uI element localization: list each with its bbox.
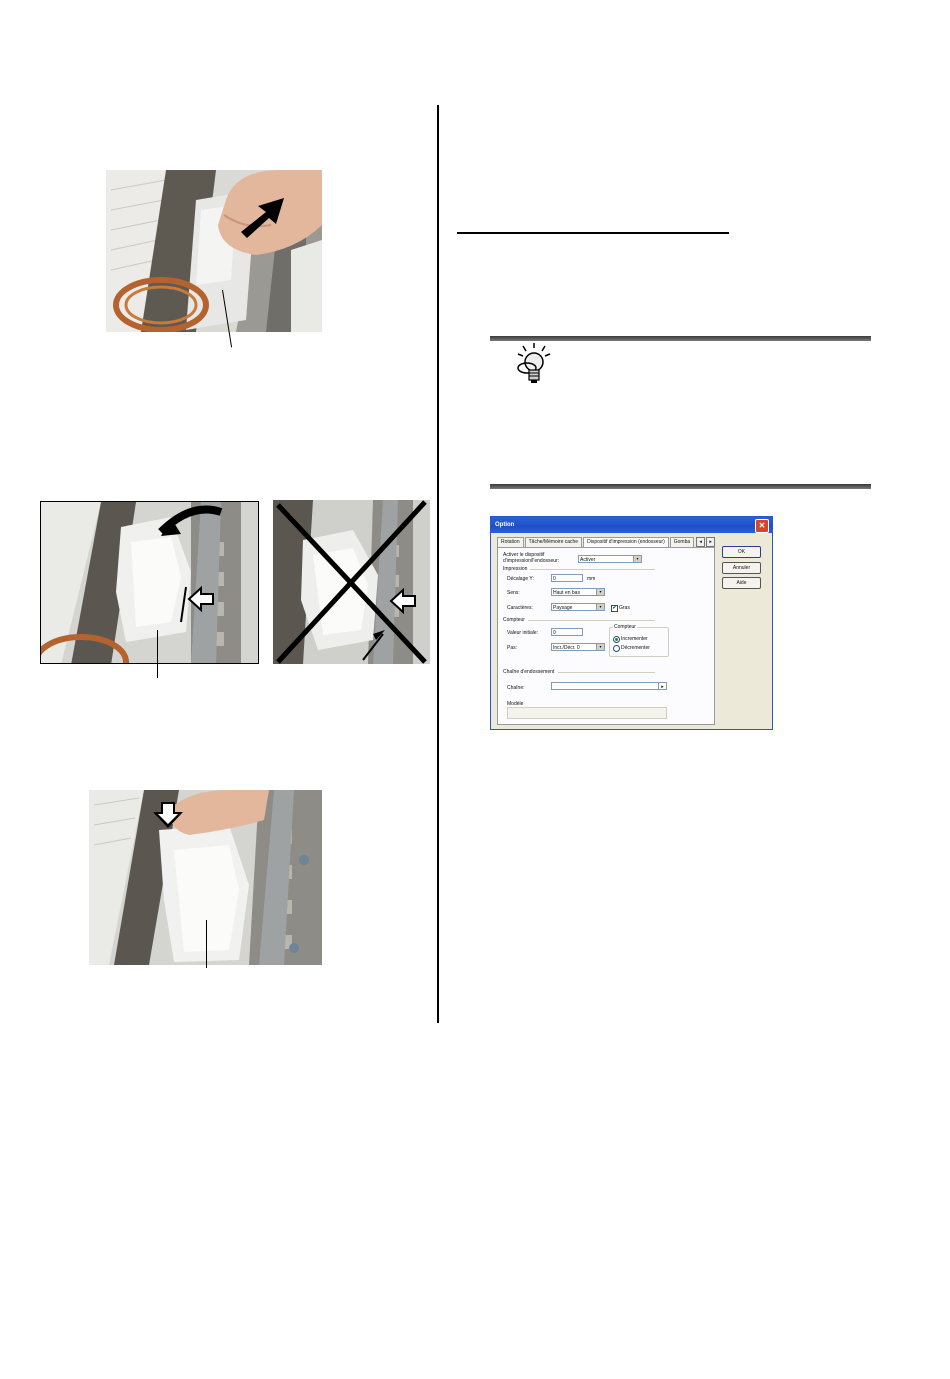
direction-value: Haut en bas [553, 590, 580, 596]
ok-button[interactable]: OK [722, 546, 761, 558]
model-preview [507, 707, 667, 719]
tab-gomba[interactable]: Gomba [670, 537, 694, 547]
tab-scroll-left-icon[interactable]: ◂ [696, 537, 705, 547]
tab-cache[interactable]: Tâche/Mémoire cache [525, 537, 582, 547]
enable-value: Activer [580, 557, 596, 563]
string-section-label: Chaîne d'endossement [503, 669, 555, 675]
callout-leader [157, 630, 158, 678]
chain-label: Chaîne: [507, 685, 525, 691]
chevron-down-icon: ▾ [596, 644, 604, 650]
photo-correct-placement [40, 501, 259, 664]
hint-bottom-rule [490, 484, 871, 489]
photo-open-cartridge-holder [106, 170, 322, 332]
counter-section-label: Compteur [503, 617, 525, 623]
print-section-label: Impression [503, 566, 528, 572]
step-value: Incr./Décr. 0 [553, 645, 580, 651]
direction-label: Sens: [507, 590, 520, 596]
column-divider [437, 105, 439, 1023]
callout-leader [206, 920, 207, 968]
chain-insert-button[interactable]: ▸ [658, 682, 667, 690]
lightbulb-icon [514, 342, 554, 386]
enable-label-2: d'impression/l'endosseur: [503, 558, 560, 564]
section-line [528, 620, 655, 621]
tab-strip [497, 537, 715, 547]
hint-top-rule [490, 336, 871, 341]
tab-scroll-right-icon[interactable]: ▸ [706, 537, 715, 547]
offset-label: Décalage Y: [507, 576, 534, 582]
font-select[interactable] [551, 603, 605, 611]
dialog-titlebar [491, 517, 772, 533]
font-value: Paysage [553, 605, 573, 611]
section-heading-rule [457, 232, 729, 234]
tab-panel [497, 547, 715, 725]
option-dialog [490, 516, 773, 730]
chain-input[interactable] [551, 682, 661, 690]
enable-label: Activer le dispositif [503, 552, 545, 558]
initial-label: Valeur initiale: [507, 630, 539, 636]
tab-rotation[interactable]: Rotation [497, 537, 524, 547]
chevron-down-icon: ▾ [596, 604, 604, 610]
decrement-label: Décrementer [621, 645, 650, 651]
step-select[interactable] [551, 643, 605, 651]
dialog-title: Option [495, 522, 515, 528]
increment-label: Incrementer [621, 636, 648, 642]
decrement-radio[interactable] [613, 645, 620, 652]
enable-select[interactable] [578, 555, 642, 563]
counter-group-title: Compteur [614, 624, 636, 630]
offset-unit: mm [587, 576, 596, 582]
direction-select[interactable] [551, 588, 605, 596]
photo-incorrect-placement [273, 500, 430, 664]
model-label: Modèle [507, 701, 524, 707]
increment-radio[interactable] [613, 636, 620, 643]
counter-group [609, 624, 669, 657]
section-line [558, 672, 655, 673]
bold-label: Gras [619, 605, 630, 611]
step-label: Pas: [507, 645, 518, 651]
cancel-button[interactable]: Annuler [722, 562, 761, 574]
initial-input[interactable]: 0 [551, 628, 583, 636]
bold-checkbox[interactable]: ✔ [612, 605, 617, 611]
section-line [530, 569, 655, 570]
close-icon[interactable]: ✕ [755, 519, 769, 533]
help-button[interactable]: Aide [722, 577, 761, 589]
font-label: Caractères: [507, 605, 533, 611]
tab-imprinter[interactable]: Dispositif d'impression (endosseur) [583, 537, 669, 547]
offset-input[interactable]: 0 [551, 574, 583, 582]
chevron-down-icon: ▾ [596, 589, 604, 595]
chevron-down-icon: ▾ [633, 556, 641, 562]
